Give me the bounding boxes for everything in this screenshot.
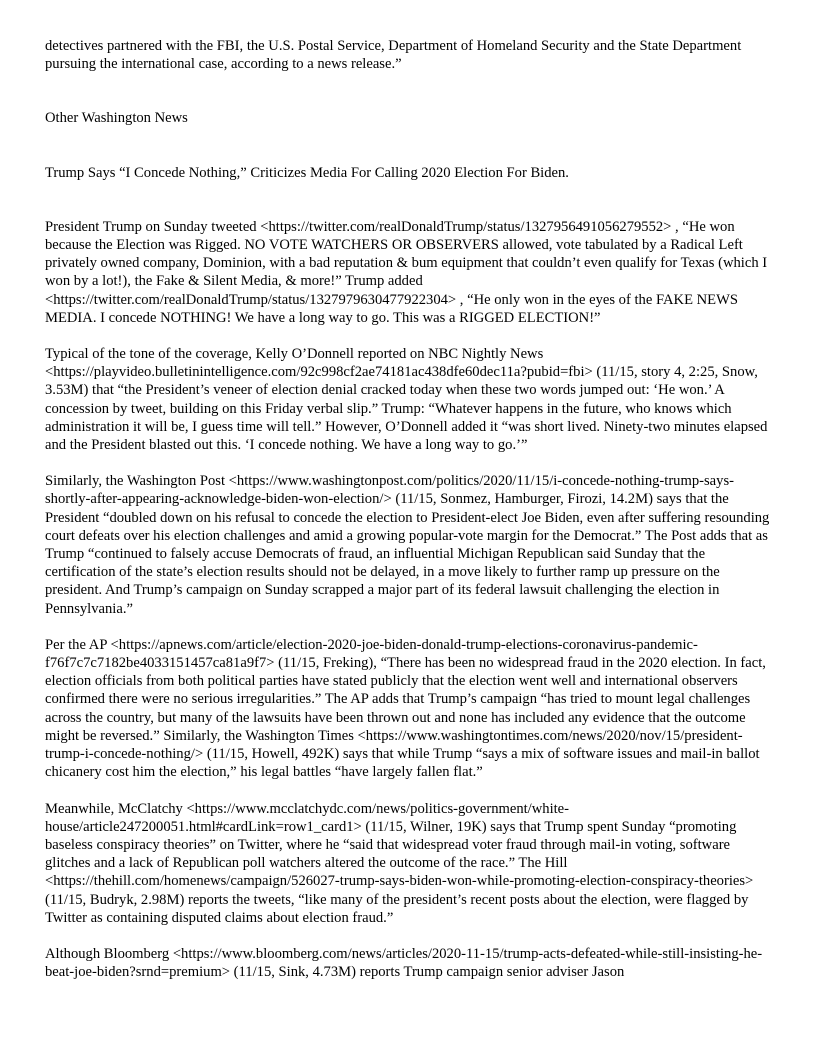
section-heading: Other Washington News [45, 110, 188, 127]
paragraph-nbc-coverage: Typical of the tone of the coverage, Kelly O’Donnell reported on NBC Nightly News <https://playvideo.bulletinintelligence.com/92c998cf2ae74181ac438dfe60dec11a?pubid=fbi> (11/15, story 4, 2:25, Snow, 3.53M) that “the President’s veneer of election denial cracked today when these two words jumped out: ‘He won.’ A concession by tweet, building on this Friday verbal slip.” Trump: “Whatever happens in the future, who knows which administration it will be, I guess time will tell.” However, O’Donnell added it “was short lived. Ninety-two minutes elapsed and the President blasted out this. ‘I concede nothing. We have a long way to go.’” [45, 346, 768, 454]
paragraph-bloomberg: Although Bloomberg <https://www.bloomberg.com/news/articles/2020-11-15/trump-acts-defeated-while-still-insisting-he-beat-joe-biden?srnd=premium> (11/15, Sink, 4.73M) reports Trump campaign senior adviser Jason [45, 945, 763, 981]
document-page [45, 37, 775, 999]
story-headline: Trump Says “I Concede Nothing,” Criticizes Media For Calling 2020 Election For Biden. [45, 164, 569, 181]
paragraph-trump-tweets: President Trump on Sunday tweeted <https://twitter.com/realDonaldTrump/status/1327956491056279552> , “He won because the Election was Rigged. NO VOTE WATCHERS OR OBSERVERS allowed, vote tabulated by a Radical Left privately owned company, Dominion, with a bad reputation & bum equipment that couldn’t even qualify for Texas (which I won by a lot!), the Fake & Silent Media, & more!” Trump added <https://twitter.com/realDonaldTrump/status/1327979630477922304> , “He only won in the eyes of the FAKE NEWS MEDIA. I concede NOTHING! We have a long way to go. This was a RIGGED ELECTION!” [45, 218, 768, 326]
intro-paragraph: detectives partnered with the FBI, the U.S. Postal Service, Department of Homeland Security and the State Department pursuing the international case, according to a news release.” [45, 38, 742, 73]
paragraph-mcclatchy-hill: Meanwhile, McClatchy <https://www.mcclatchydc.com/news/politics-government/white-house/article247200051.html#cardLink=row1_card1> (11/15, Wilner, 19K) says that Trump spent Sunday “promoting baseless conspiracy theories” on Twitter, where he “said that widespread voter fraud through mail-in voting, software glitches and a lack of Republican poll watchers altered the outcome of the race.” The Hill <https://thehill.com/homenews/campaign/526027-trump-says-biden-won-while-promoting-election-conspiracy-theories> (11/15, Budryk, 2.98M) reports the tweets, “like many of the president’s recent posts about the election, were flagged by Twitter as containing disputed claims about election fraud.” [45, 800, 754, 926]
paragraph-washington-post: Similarly, the Washington Post <https://www.washingtonpost.com/politics/2020/11/15/i-concede-nothing-trump-says-shortly-after-appearing-acknowledge-biden-won-election/> (11/15, Sonmez, Hamburger, Firozi, 14.2M) says that the President “doubled down on his refusal to concede the election to President-elect Joe Biden, even after suffering resounding court defeats over his election challenges and amid a growing popular-vote margin for the Democrat.” The Post adds that as Trump “continued to falsely accuse Democrats of fraud, an influential Michigan Republican said Sunday that the certification of the state’s election results should not be delayed, in a move likely to further ramp up pressure on the president. And Trump’s campaign on Sunday scrapped a major part of its federal lawsuit challenging the election in Pennsylvania.” [45, 473, 770, 617]
paragraph-ap-washington-times: Per the AP <https://apnews.com/article/election-2020-joe-biden-donald-trump-elections-coronavirus-pandemic-f76f7c7c7182be4033151457ca81a9f7> (11/15, Freking), “There has been no widespread fraud in the 2020 election. In fact, election officials from both political parties have stated publicly that the election went well and international observers confirmed there were no serious irregularities.” The AP adds that Trump’s campaign “has tried to mount legal challenges across the country, but many of the lawsuits have been thrown out and none has included any evidence that the outcome might be reversed.” Similarly, the Washington Times <https://www.washingtontimes.com/news/2020/nov/15/president-trump-i-concede-nothing/> (11/15, Howell, 492K) says that while Trump “says a mix of software issues and mail-in ballot chicanery cost him the election,” his legal battles “have largely fallen flat.” [45, 636, 766, 781]
